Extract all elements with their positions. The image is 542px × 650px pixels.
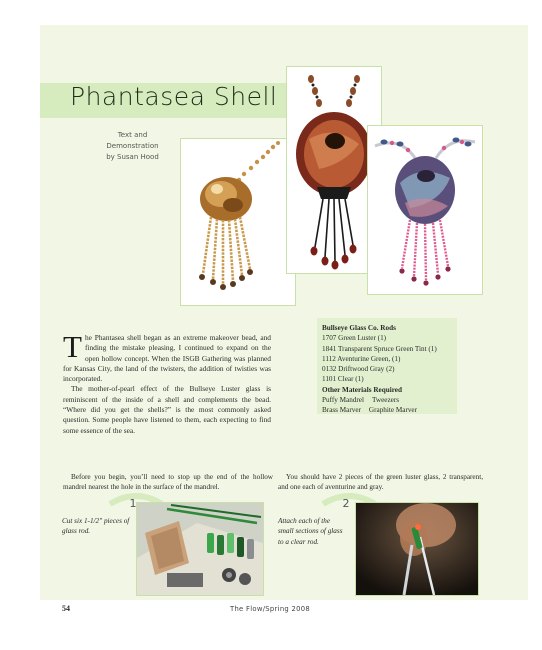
rods-heading: Bullseye Glass Co. Rods [322,324,396,332]
intro-paragraph: The mother-of-pearl effect of the Bullseye Luster glass is reminiscent of the inside of a shell and complements the bead. “Where did you get the shells?” is the most commonly asked question. Some people have listened to them, each expecting to find some essence of the sea. [63,384,271,435]
rod-item: 0132 Driftwood Gray (2) [322,365,395,374]
byline [80,130,185,163]
byline-line: Text and [117,131,148,139]
materials-list [322,323,472,416]
other-materials-heading: Other Materials Required [322,385,402,394]
step-1-text: Before you begin, you’ll need to stop up the end of the hollow mandrel nearest the hole in the surface of the mandrel. [63,473,273,492]
other-materials-row [322,395,472,405]
intro-paragraph [63,329,271,384]
other-materials-row [322,405,472,415]
material-item: Brass Marver [322,406,361,415]
intro-paragraph-text: he Phantasea shell began as an extreme makeover bead, and finding the mistake pleasing, I continued to expand on the open hollow concept. When the ISGB Gathering was planned for Kansas City, the land of the twisters, the addition of twisties was incorporated. [63,333,271,384]
rod-item: 1841 Transparent Spruce Green Tint (1) [322,344,437,353]
material-item: Tweezers [372,396,400,405]
step-2-text: You should have 2 pieces of the green luster glass, 2 transparent, and one each of aventurine and gray. [278,473,483,492]
rod-item: 1101 Clear (1) [322,375,364,384]
step-2-caption: Attach each of the small sections of glass to a clear rod. [278,517,343,546]
material-item: Puffy Mandrel [322,396,364,405]
page-number: 54 [62,604,70,613]
step-1-number: 1 [129,497,137,510]
rod-item: 1112 Aventurine Green, (1) [322,354,401,363]
byline-line: Demonstration [106,142,159,150]
photo-cut-glass-rods [136,502,264,596]
step-1-caption: Cut six 1-1/2" pieces of glass rod. [62,517,130,536]
article-title: Phantasea Shell [70,82,278,111]
step-2-number: 2 [342,497,350,510]
photo-iridescent-shell-pendant [368,126,482,294]
photo-attach-to-clear-rod [355,502,479,596]
photo-amber-shell-pendant [180,138,296,306]
byline-line: by Susan Hood [106,153,159,161]
running-footer: The Flow/Spring 2008 [230,605,310,613]
intro-text [63,329,271,436]
rod-item: 1707 Green Luster (1) [322,334,387,343]
photo-red-shell-pendant [287,67,381,273]
material-item: Graphite Marver [368,406,418,415]
drop-cap: T [63,329,82,364]
